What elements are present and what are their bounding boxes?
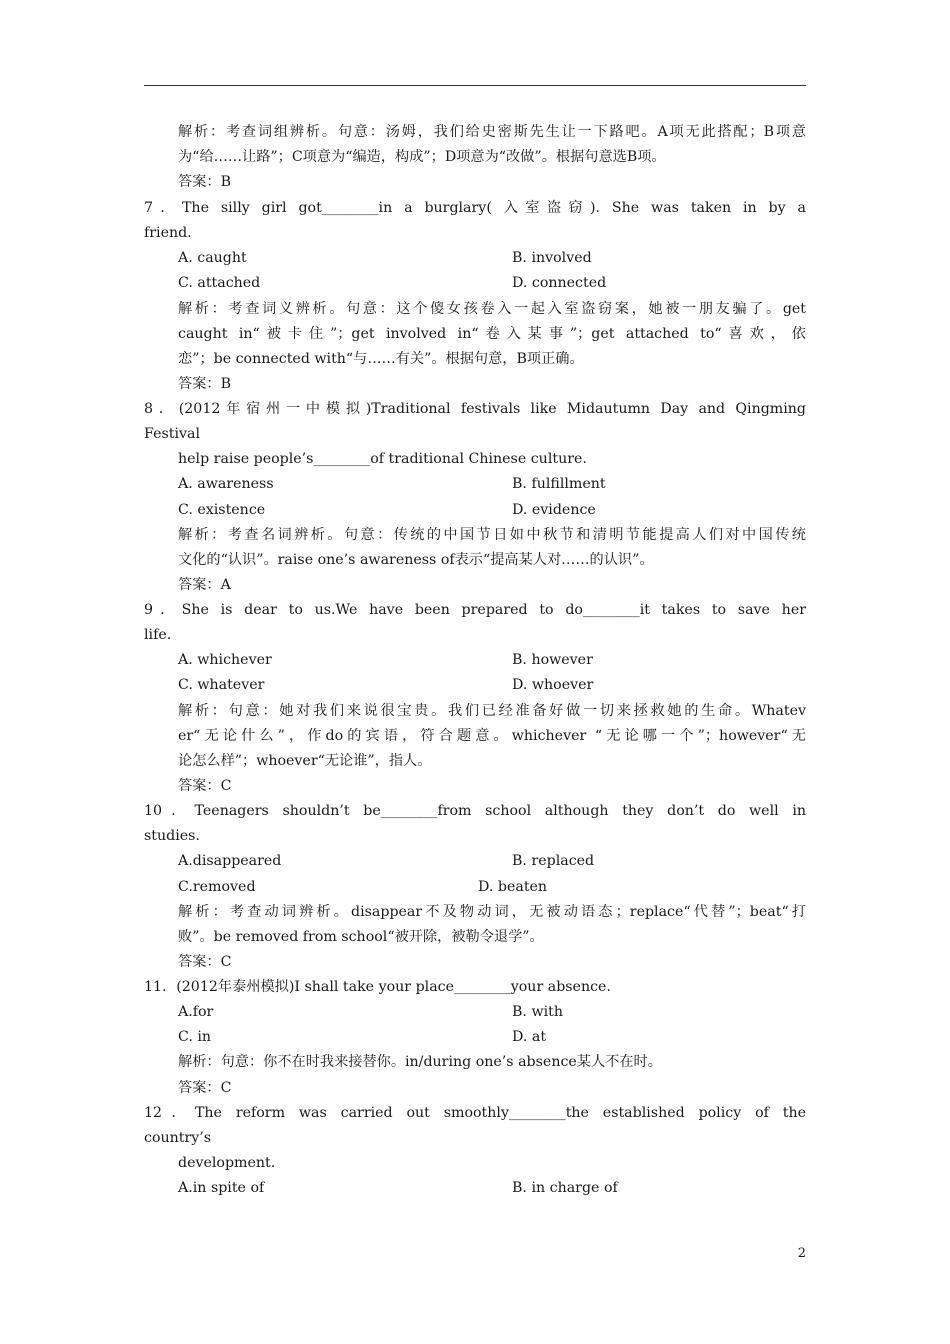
q10-stem-line-1: 10．Teenagers shouldn’t be________from school although they don’t do well in — [144, 803, 806, 819]
page-number: 2 — [797, 1246, 806, 1261]
q8-option-a: A. awareness — [178, 476, 274, 492]
q12-option-a: A.in spite of — [178, 1180, 265, 1196]
q8-stem-line-2: Festival — [144, 426, 200, 442]
q9-stem-line-1: 9．She is dear to us.We have been prepared to do________it takes to save her — [144, 602, 806, 618]
q9-analysis-line-2: er“无论什么”，作do的宾语，符合题意。whichever “无论哪一个”；however“无 — [178, 728, 806, 744]
q9-analysis-line-3: 论怎么样”；whoever“无论谁”，指人。 — [178, 753, 432, 769]
q12-option-b: B. in charge of — [512, 1180, 618, 1196]
q10-option-d: D. beaten — [478, 879, 548, 895]
q7-stem-line-2: friend. — [144, 225, 192, 241]
q10-options-ab — [0, 850, 950, 872]
q7-answer: 答案：B — [178, 376, 231, 392]
q9-option-c: C. whatever — [178, 677, 265, 693]
q7-option-c: C. attached — [178, 275, 261, 291]
q8-analysis-line-1: 解析：考查名词辨析。句意：传统的中国节日如中秋节和清明节能提高人们对中国传统 — [178, 527, 806, 543]
q9-answer: 答案：C — [178, 778, 232, 794]
q9-options-ab — [0, 649, 950, 671]
q9-analysis-line-1: 解析：句意：她对我们来说很宝贵。我们已经准备好做一切来拯救她的生命。Whatev — [178, 703, 806, 719]
q6-analysis-line-2: 为“给……让路”；C项意为“编造，构成”；D项意为“改做”。根据句意选B项。 — [178, 149, 666, 165]
q11-answer: 答案：C — [178, 1080, 232, 1096]
q7-options-ab — [0, 247, 950, 269]
q6-analysis-line-1: 解析：考查词组辨析。句意：汤姆，我们给史密斯先生让一下路吧。A项无此搭配；B项意 — [178, 124, 806, 140]
q9-option-b: B. however — [512, 652, 593, 668]
q8-options-cd — [0, 499, 950, 521]
q10-options-cd — [0, 876, 950, 898]
q7-options-cd — [0, 272, 950, 294]
q11-option-a: A.for — [178, 1004, 214, 1020]
q7-option-a: A. caught — [178, 250, 247, 266]
q12-options-ab — [0, 1177, 950, 1199]
q12-stem-line-3: development. — [178, 1155, 276, 1171]
q11-stem-line-1: 11．(2012年泰州模拟)I shall take your place________your absence. — [144, 979, 611, 995]
q8-option-b: B. fulfillment — [512, 476, 606, 492]
q7-analysis-line-3: 恋”；be connected with“与……有关”。根据句意，B项正确。 — [178, 351, 584, 367]
q10-stem-line-2: studies. — [144, 828, 200, 844]
q11-analysis-line-1: 解析：句意：你不在时我来接替你。in/during one’s absence某人不在时。 — [178, 1054, 662, 1070]
q11-option-c: C. in — [178, 1029, 212, 1045]
q11-option-b: B. with — [512, 1004, 563, 1020]
q8-option-c: C. existence — [178, 502, 266, 518]
q11-options-ab — [0, 1001, 950, 1023]
q10-option-a: A.disappeared — [178, 853, 282, 869]
q7-stem-line-1: 7．The silly girl got________in a burglary( 入室盗窃). She was taken in by a — [144, 200, 806, 216]
header-rule — [144, 85, 806, 86]
q10-analysis-line-1: 解析：考查动词辨析。disappear不及物动词，无被动语态；replace“代替”；beat“打 — [178, 904, 806, 920]
q8-option-d: D. evidence — [512, 502, 596, 518]
q9-option-d: D. whoever — [512, 677, 594, 693]
q10-answer: 答案：C — [178, 954, 232, 970]
q10-analysis-line-2: 败”。be removed from school“被开除，被勒令退学”。 — [178, 929, 544, 945]
q10-option-b: B. replaced — [512, 853, 595, 869]
q11-option-d: D. at — [512, 1029, 547, 1045]
q9-options-cd — [0, 674, 950, 696]
q7-analysis-line-2: caught in“被卡住”；get involved in“卷入某事”；get attached to“喜欢，依 — [178, 326, 806, 342]
q7-option-d: D. connected — [512, 275, 607, 291]
q9-stem-line-2: life. — [144, 627, 172, 643]
q12-stem-line-1: 12．The reform was carried out smoothly________the established policy of the — [144, 1105, 806, 1121]
q11-options-cd — [0, 1026, 950, 1048]
q8-options-ab — [0, 473, 950, 495]
q8-stem-line-1: 8．(2012年宿州一中模拟)Traditional festivals like Midautumn Day and Qingming — [144, 401, 806, 417]
q7-analysis-line-1: 解析：考查词义辨析。句意：这个傻女孩卷入一起入室盗窃案，她被一朋友骗了。get — [178, 301, 806, 317]
q7-option-b: B. involved — [512, 250, 592, 266]
q9-option-a: A. whichever — [178, 652, 272, 668]
q10-option-c: C.removed — [178, 879, 256, 895]
q6-answer: 答案：B — [178, 174, 231, 190]
q8-stem-line-3: help raise people’s________of traditional Chinese culture. — [178, 451, 587, 467]
q8-analysis-line-2: 文化的“认识”。raise one’s awareness of表示“提高某人对……的认识”。 — [178, 552, 654, 568]
q8-answer: 答案：A — [178, 577, 231, 593]
q12-stem-line-2: country’s — [144, 1130, 212, 1146]
